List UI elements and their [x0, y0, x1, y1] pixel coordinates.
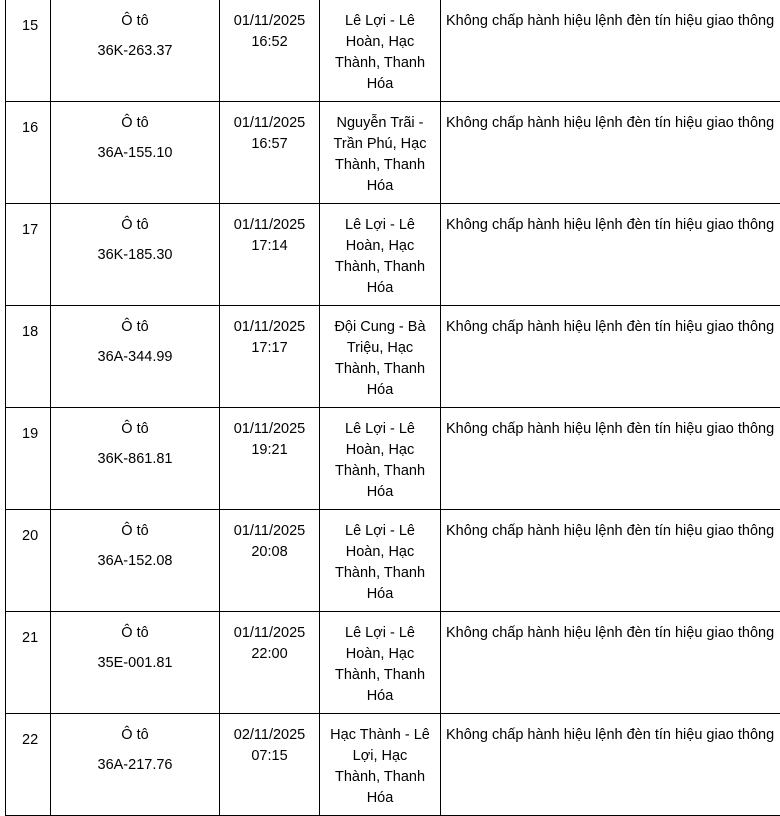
- violation-cell: Không chấp hành hiệu lệnh đèn tín hiệu giao thông: [441, 0, 780, 102]
- vehicle-type: Ô tô: [51, 623, 219, 643]
- location-cell: Đội Cung - Bà Triệu, Hạc Thành, Thanh Hóa: [320, 306, 441, 408]
- violation-date: 01/11/2025: [220, 113, 319, 134]
- datetime-cell: [220, 306, 320, 408]
- violations-table-body: [6, 0, 780, 816]
- row-number: 20: [6, 510, 51, 612]
- license-plate: 35E-001.81: [51, 653, 219, 673]
- vehicle-type: Ô tô: [51, 521, 219, 541]
- vehicle-type: Ô tô: [51, 725, 219, 745]
- location-cell: Nguyễn Trãi - Trần Phú, Hạc Thành, Thanh Hóa: [320, 102, 441, 204]
- table-row: [6, 612, 780, 714]
- table-row: [6, 102, 780, 204]
- violation-date: 01/11/2025: [220, 419, 319, 440]
- violation-cell: Không chấp hành hiệu lệnh đèn tín hiệu giao thông: [441, 714, 780, 816]
- license-plate: 36K-263.37: [51, 41, 219, 61]
- vehicle-cell: [51, 306, 220, 408]
- license-plate: 36K-861.81: [51, 449, 219, 469]
- row-number: 22: [6, 714, 51, 816]
- location-cell: Lê Lợi - Lê Hoàn, Hạc Thành, Thanh Hóa: [320, 0, 441, 102]
- vehicle-cell: [51, 204, 220, 306]
- row-number: 17: [6, 204, 51, 306]
- vehicle-type: Ô tô: [51, 215, 219, 235]
- vehicle-type: Ô tô: [51, 317, 219, 337]
- violation-cell: Không chấp hành hiệu lệnh đèn tín hiệu giao thông: [441, 612, 780, 714]
- license-plate: 36A-155.10: [51, 143, 219, 163]
- table-row: [6, 306, 780, 408]
- violation-time: 20:08: [220, 542, 319, 563]
- license-plate: 36K-185.30: [51, 245, 219, 265]
- location-cell: Lê Lợi - Lê Hoàn, Hạc Thành, Thanh Hóa: [320, 408, 441, 510]
- violation-time: 07:15: [220, 746, 319, 767]
- violation-cell: Không chấp hành hiệu lệnh đèn tín hiệu giao thông: [441, 510, 780, 612]
- violation-date: 02/11/2025: [220, 725, 319, 746]
- datetime-cell: [220, 204, 320, 306]
- row-number: 19: [6, 408, 51, 510]
- violation-time: 22:00: [220, 644, 319, 665]
- violation-time: 19:21: [220, 440, 319, 461]
- table-row: [6, 714, 780, 816]
- row-number: 18: [6, 306, 51, 408]
- row-number: 16: [6, 102, 51, 204]
- datetime-cell: [220, 408, 320, 510]
- vehicle-cell: [51, 714, 220, 816]
- license-plate: 36A-344.99: [51, 347, 219, 367]
- table-row: [6, 408, 780, 510]
- violation-time: 17:17: [220, 338, 319, 359]
- table-row: [6, 204, 780, 306]
- location-cell: Lê Lợi - Lê Hoàn, Hạc Thành, Thanh Hóa: [320, 204, 441, 306]
- vehicle-cell: [51, 102, 220, 204]
- violation-date: 01/11/2025: [220, 11, 319, 32]
- violation-cell: Không chấp hành hiệu lệnh đèn tín hiệu giao thông: [441, 306, 780, 408]
- violation-cell: Không chấp hành hiệu lệnh đèn tín hiệu giao thông: [441, 204, 780, 306]
- location-cell: Hạc Thành - Lê Lợi, Hạc Thành, Thanh Hóa: [320, 714, 441, 816]
- datetime-cell: [220, 510, 320, 612]
- vehicle-type: Ô tô: [51, 419, 219, 439]
- vehicle-cell: [51, 0, 220, 102]
- datetime-cell: [220, 714, 320, 816]
- row-number: 15: [6, 0, 51, 102]
- license-plate: 36A-152.08: [51, 551, 219, 571]
- datetime-cell: [220, 0, 320, 102]
- violation-date: 01/11/2025: [220, 623, 319, 644]
- violation-date: 01/11/2025: [220, 521, 319, 542]
- violations-table: [5, 0, 780, 816]
- location-cell: Lê Lợi - Lê Hoàn, Hạc Thành, Thanh Hóa: [320, 510, 441, 612]
- violation-time: 16:52: [220, 32, 319, 53]
- violation-cell: Không chấp hành hiệu lệnh đèn tín hiệu giao thông: [441, 408, 780, 510]
- violation-date: 01/11/2025: [220, 215, 319, 236]
- license-plate: 36A-217.76: [51, 755, 219, 775]
- vehicle-cell: [51, 612, 220, 714]
- vehicle-cell: [51, 510, 220, 612]
- table-row: [6, 0, 780, 102]
- violation-date: 01/11/2025: [220, 317, 319, 338]
- datetime-cell: [220, 102, 320, 204]
- table-row: [6, 510, 780, 612]
- violation-time: 17:14: [220, 236, 319, 257]
- vehicle-cell: [51, 408, 220, 510]
- vehicle-type: Ô tô: [51, 113, 219, 133]
- vehicle-type: Ô tô: [51, 11, 219, 31]
- location-cell: Lê Lợi - Lê Hoàn, Hạc Thành, Thanh Hóa: [320, 612, 441, 714]
- violation-time: 16:57: [220, 134, 319, 155]
- datetime-cell: [220, 612, 320, 714]
- row-number: 21: [6, 612, 51, 714]
- violation-cell: Không chấp hành hiệu lệnh đèn tín hiệu giao thông: [441, 102, 780, 204]
